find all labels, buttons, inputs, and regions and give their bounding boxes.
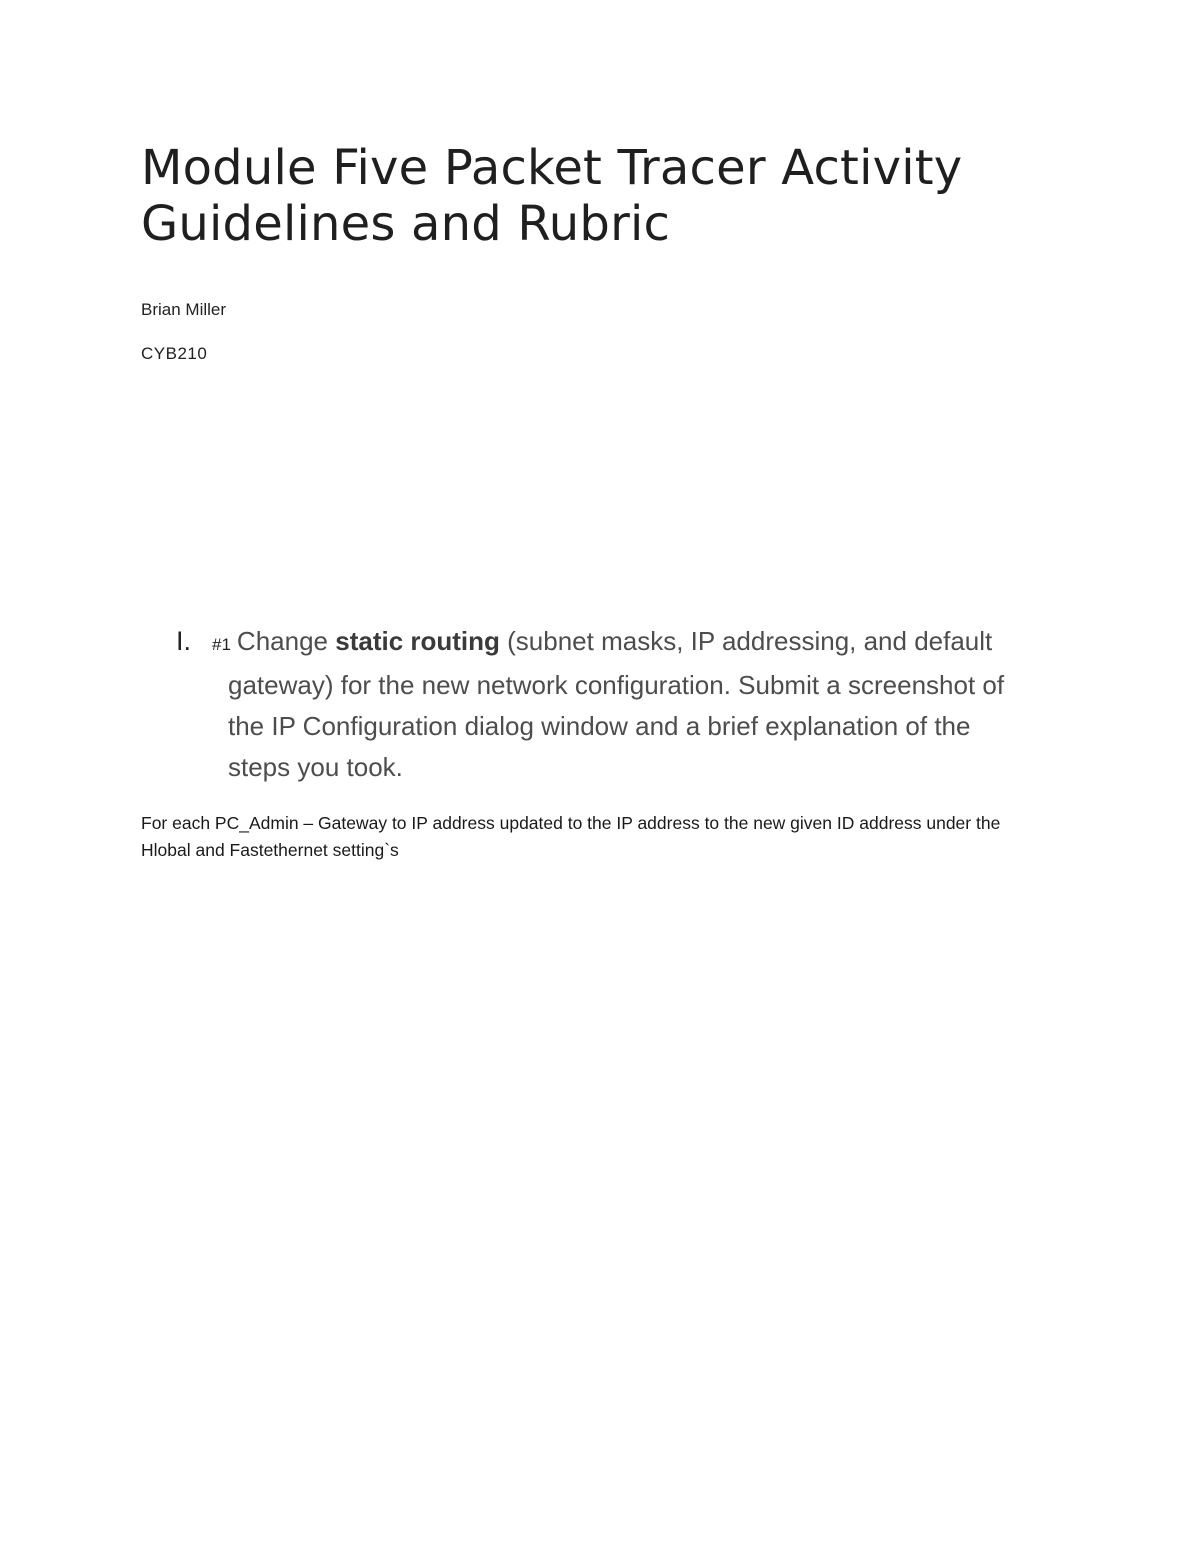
title-line-2: Guidelines and Rubric: [141, 196, 671, 252]
roman-numeral: I.: [176, 626, 192, 656]
response-paragraph: For each PC_Admin – Gateway to IP address updated to the IP address to the new given ID address under the Hlobal and Fastethernet setting`s: [141, 813, 1001, 860]
list-item: [176, 621, 1016, 788]
item-number: #1: [212, 635, 231, 654]
author-name: Brian Miller: [141, 300, 227, 319]
item-text-before: Change: [236, 626, 336, 656]
document-title: [141, 140, 1041, 252]
item-text-bold: static routing: [335, 626, 500, 656]
list-item-text: [176, 621, 1016, 788]
item-text-after: (subnet masks, IP addressing, and default gateway) for the new network configuration. Submit a screenshot of the IP Configuration dialog window and a brief explanation of the steps you took.: [228, 626, 1005, 782]
course-code: CYB210: [141, 344, 208, 363]
title-line-1: Module Five Packet Tracer Activity: [141, 140, 963, 196]
